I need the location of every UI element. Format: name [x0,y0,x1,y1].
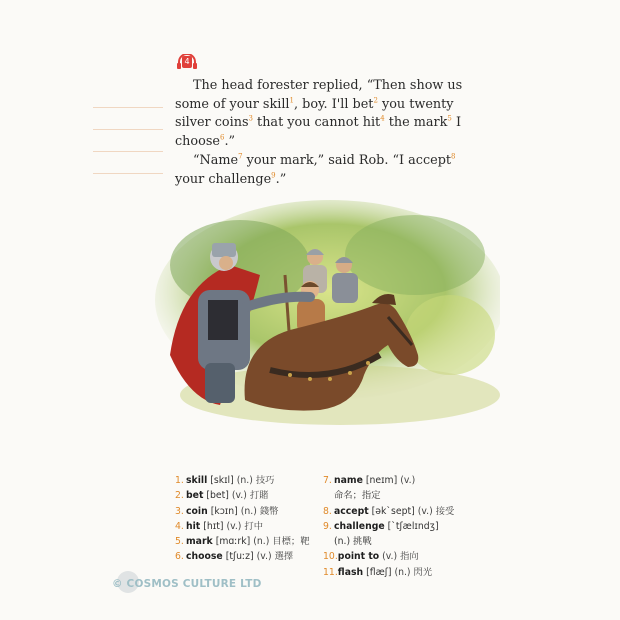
vocab-item: 5. mark [mɑːrk] (n.) 目標；靶 [175,536,310,548]
vocab-definition: 命名；指定 [334,490,381,502]
footnote-number: 3 [248,114,253,123]
story-illustration [150,195,500,425]
vocab-item: 8. accept [ək`sept] (v.) 接受 [323,505,455,517]
vocab-item: 10.point to (v.) 指向 [323,551,419,563]
vocab-definition: (n.) 挑戰 [334,536,372,548]
vocab-item: 2. bet [bet] (v.) 打賭 [175,490,269,502]
vocab-item: 4. hit [hɪt] (v.) 打中 [175,520,264,532]
vocabulary-list-right [323,473,483,580]
footnote-number: 6 [219,133,225,142]
vocab-item: 9. challenge [`tʃælɪndʒ] [323,520,439,532]
footnote-number: 1 [289,96,294,105]
vocab-item: 6. choose [tʃuːz] (v.) 選擇 [175,551,294,563]
story-paragraph-2: “Name$^7$ your mark,” said Rob. “I accept$^8$ your challenge$^9$.” [175,153,456,187]
vocabulary-list-left [175,473,320,565]
note-lines [93,86,163,174]
footnote-number: 5 [447,114,452,123]
footnote-number: 8 [451,153,456,162]
track-number: 4 [182,56,192,68]
story-text [175,77,475,190]
footnote-number: 7 [238,153,243,162]
copyright-watermark: © COSMOS CULTURE LTD [112,578,262,590]
footnote-number: 4 [380,114,385,123]
vocab-item: 1. skill [skɪl] (n.) 技巧 [175,475,275,486]
note-line [93,130,163,152]
footnote-number: 2 [373,96,378,105]
vocab-item: 7. name [neɪm] (v.) [323,475,416,486]
audio-track-icon[interactable] [176,54,198,70]
vocab-item: 3. coin [kɔɪn] (n.) 錢幣 [175,505,279,517]
note-line [93,86,163,108]
footnote-number: 9 [271,171,276,180]
note-line [93,152,163,174]
story-paragraph-1: The head forester replied, “Then show us some of your skill$^1$, boy. I'll bet$^2$ you twenty silver coins$^3$ that you cannot hit$^4$ the mark$^5$ I choose$^6$.” [175,78,463,149]
vocab-item: 11.flash [flæʃ] (n.) 閃光 [323,566,433,578]
note-line [93,108,163,130]
